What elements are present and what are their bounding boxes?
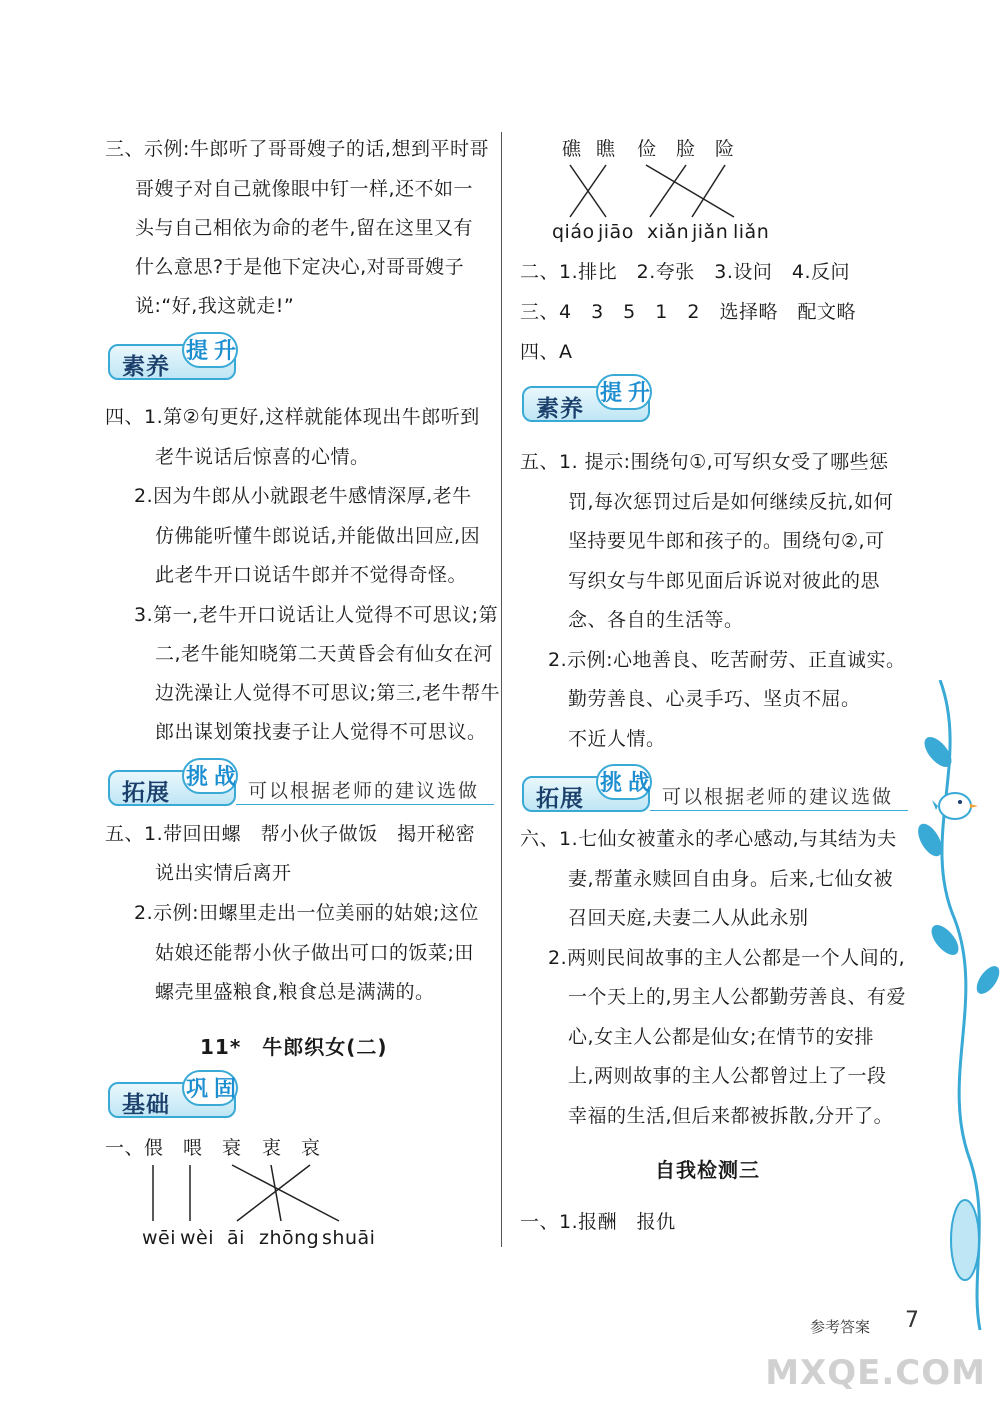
badge-main: 拓展 [536,786,584,812]
badge-main: 素养 [122,354,170,380]
text-line: 四、A [520,341,573,363]
match-char: 脸 [676,138,696,160]
text-line: 2.示例:田螺里走出一位美丽的姑娘;这位 [134,902,479,924]
text-line: 老牛说话后惊喜的心情。 [155,446,370,468]
text-line: 三、示例:牛郎听了哥哥嫂子的话,想到平时哥 [105,138,489,160]
text-line: 写织女与牛郎见面后诉说对彼此的思 [568,570,881,592]
badge-sub: 提升 [186,339,243,364]
match-pinyin: wēi [142,1227,177,1249]
match-char: 衰 [222,1137,242,1159]
text-line: 幸福的生活,但后来都被拆散,分开了。 [568,1105,894,1127]
text-line: 3.第一,老牛开口说话让人觉得不可思议;第 [134,604,499,626]
text-line: 心,女主人公都是仙女;在情节的安排 [568,1026,874,1048]
match-pinyin: āi [227,1227,245,1249]
text-line: 2.因为牛郎从小就跟老牛感情深厚,老牛 [134,485,472,507]
text-line: 三、4 3 5 1 2 选择略 配文略 [520,301,856,323]
match-pinyin: wèi [180,1227,215,1249]
text-line: 五、1. 提示:围绕句①,可写织女受了哪些惩 [520,451,889,473]
badge-main: 基础 [122,1092,170,1118]
page-number: 7 [905,1308,919,1333]
text-line: 此老牛开口说话牛郎并不觉得奇怪。 [155,564,468,586]
text-line: 什么意思?于是他下定决心,对哥哥嫂子 [135,256,465,278]
watermark: MXQE.COM [765,1353,986,1393]
text-line: 四、1.第②句更好,这样就能体现出牛郎听到 [105,406,480,428]
badge-sub: 挑战 [600,771,657,796]
section-badge-tuozhan [522,770,912,814]
text-line: 二、1.排比 2.夸张 3.设问 4.反问 [520,261,851,283]
match-pinyin: xiǎn [647,221,690,243]
question-label: 一、 [105,1137,145,1159]
match-char: 礁 [562,138,582,160]
section-title: 11* 牛郎织女(二) [200,1035,388,1059]
text-line: 说出实情后离开 [155,862,292,884]
text-line: 召回天庭,夫妻二人从此永别 [568,907,809,929]
text-line: 妻,帮董永赎回自由身。后来,七仙女被 [568,868,894,890]
match-char: 喂 [183,1137,203,1159]
matching-lines-right [500,0,800,240]
text-line: 上,两则故事的主人公都曾过上了一段 [568,1065,887,1087]
text-line: 仿佛能听懂牛郎说话,并能做出回应,因 [155,525,481,547]
text-line: 二,老牛能知晓第二天黄昏会有仙女在河 [155,643,494,665]
match-char: 瞧 [596,138,616,160]
match-pinyin: shuāi [322,1227,376,1249]
text-line: 2.两则民间故事的主人公都是一个人间的, [548,947,906,969]
match-char: 衷 [262,1137,282,1159]
section-badge-suyang [522,380,662,424]
text-line: 罚,每次惩罚过后是如何继续反抗,如何 [568,491,894,513]
badge-note: 可以根据老师的建议选做 [248,780,480,802]
match-char: 哀 [301,1137,321,1159]
badge-sub: 提升 [600,381,657,406]
match-pinyin: zhōng [259,1227,320,1249]
match-pinyin: liǎn [733,221,770,243]
text-line: 念、各自的生活等。 [568,609,744,631]
text-line: 勤劳善良、心灵手巧、坚贞不屈。 [568,688,861,710]
footer-label: 参考答案 [810,1318,871,1336]
column-divider [501,132,502,1247]
match-char: 偎 [144,1137,164,1159]
vine-decoration [900,680,1000,1340]
badge-main: 拓展 [122,780,170,806]
text-line: 头与自己相依为命的老牛,留在这里又有 [135,217,474,239]
text-line: 不近人情。 [568,728,666,750]
text-line: 一个天上的,男主人公都勤劳善良、有爱 [568,986,907,1008]
text-line: 六、1.七仙女被董永的孝心感动,与其结为夫 [520,828,897,850]
match-pinyin: jiǎn [692,221,729,243]
match-char: 险 [715,138,735,160]
section-title: 自我检测三 [655,1158,760,1182]
text-line: 一、1.报酬 报仇 [520,1211,676,1233]
match-pinyin: jiāo [598,221,634,243]
text-line: 姑娘还能帮小伙子做出可口的饭菜;田 [155,942,474,964]
text-line: 坚持要见牛郎和孩子的。围绕句②,可 [568,530,885,552]
text-line: 郎出谋划策找妻子让人觉得不可思议。 [155,721,487,743]
bird-icon [930,780,980,830]
match-char: 俭 [637,138,657,160]
match-pinyin: qiáo [552,221,595,243]
text-line: 边洗澡让人觉得不可思议;第三,老牛帮牛 [155,682,500,704]
badge-main: 素养 [536,396,584,422]
badge-sub: 挑战 [186,765,243,790]
matching-lines-left [0,0,500,1260]
badge-sub: 巩固 [186,1077,243,1102]
text-line: 五、1.带回田螺 帮小伙子做饭 揭开秘密 [105,823,476,845]
text-line: 说:“好,我这就走!” [135,295,295,317]
text-line: 2.示例:心地善良、吃苦耐劳、正直诚实。 [548,649,906,671]
badge-note: 可以根据老师的建议选做 [662,786,894,808]
text-line: 哥嫂子对自己就像眼中钉一样,还不如一 [135,178,474,200]
text-line: 螺壳里盛粮食,粮食总是满满的。 [155,981,435,1003]
